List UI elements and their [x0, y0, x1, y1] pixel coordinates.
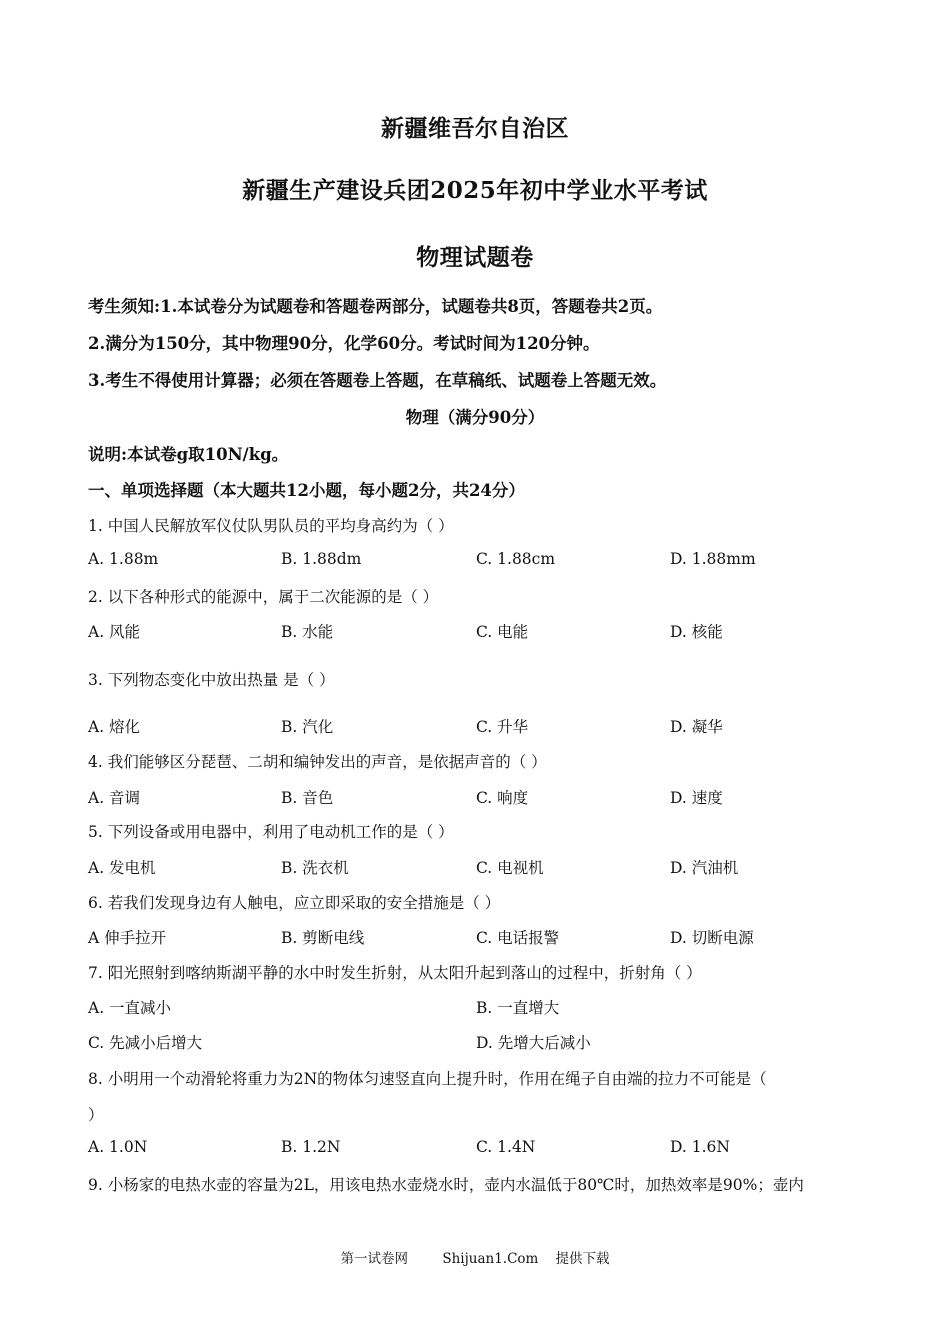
option-6d: D. 切断电源 — [670, 929, 754, 947]
notice-line-3: 3.考生不得使用计算器；必须在答题卷上答题，在草稿纸、试题卷上答题无效。 — [88, 371, 667, 390]
region-title: 新疆维吾尔自治区 — [381, 115, 569, 142]
option-3d: D. 凝华 — [670, 718, 723, 736]
option-7b: B. 一直增大 — [476, 999, 560, 1017]
section-heading: 一、单项选择题（本大题共12小题，每小题2分，共24分） — [88, 481, 525, 500]
option-8b: B. 1.2N — [281, 1138, 341, 1156]
subject-heading: 物理（满分90分） — [405, 408, 545, 427]
option-8c: C. 1.4N — [476, 1138, 536, 1156]
option-2b: B. 水能 — [281, 623, 334, 641]
question-9: 9. 小杨家的电热水壶的容量为2L，用该电热水壶烧水时，壶内水温低于80℃时，加热效率是90%；壶内 — [88, 1176, 804, 1194]
option-6c: C. 电话报警 — [476, 929, 560, 947]
exam-title: 新疆生产建设兵团2025年初中学业水平考试 — [242, 177, 708, 204]
option-3b: B. 汽化 — [281, 718, 334, 736]
question-5: 5. 下列设备或用电器中，利用了电动机工作的是（ ） — [88, 823, 454, 841]
option-5b: B. 洗衣机 — [281, 859, 349, 877]
option-7d: D. 先增大后减小 — [476, 1034, 591, 1052]
question-6: 6. 若我们发现身边有人触电，应立即采取的安全措施是（ ） — [88, 894, 501, 912]
option-8d: D. 1.6N — [670, 1138, 730, 1156]
question-7: 7. 阳光照射到喀纳斯湖平静的水中时发生折射，从太阳升起到落山的过程中，折射角（ ） — [88, 964, 702, 982]
option-7c: C. 先减小后增大 — [88, 1034, 203, 1052]
option-6a: A 伸手拉开 — [88, 929, 167, 947]
question-3: 3. 下列物态变化中放出热量 是（ ） — [88, 671, 335, 689]
option-6b: B. 剪断电线 — [281, 929, 365, 947]
option-1d: D. 1.88mm — [670, 550, 756, 568]
option-1a: A. 1.88m — [88, 550, 159, 568]
page-footer: 第一试卷网 Shijuan1.Com 提供下载 — [340, 1251, 610, 1267]
option-8a: A. 1.0N — [88, 1138, 148, 1156]
question-4: 4. 我们能够区分琵琶、二胡和编钟发出的声音，是依据声音的（ ） — [88, 753, 547, 771]
paper-title: 物理试题卷 — [416, 244, 534, 271]
option-3a: A. 熔化 — [88, 718, 141, 736]
option-5d: D. 汽油机 — [670, 859, 739, 877]
option-7a: A. 一直减小 — [88, 999, 172, 1017]
notice-line-1: 考生须知:1.本试卷分为试题卷和答题卷两部分，试题卷共8页，答题卷共2页。 — [88, 297, 663, 316]
option-2d: D. 核能 — [670, 623, 723, 641]
option-4b: B. 音色 — [281, 789, 334, 807]
instruction-note: 说明:本试卷g取10N/kg。 — [88, 445, 289, 464]
question-8-continuation: ） — [88, 1106, 104, 1124]
option-4d: D. 速度 — [670, 789, 723, 807]
question-1: 1. 中国人民解放军仪仗队男队员的平均身高约为（ ） — [88, 517, 454, 535]
notice-line-2: 2.满分为150分，其中物理90分，化学60分。考试时间为120分钟。 — [88, 334, 600, 353]
option-4c: C. 响度 — [476, 789, 529, 807]
option-1b: B. 1.88dm — [281, 550, 362, 568]
question-8: 8. 小明用一个动滑轮将重力为2N的物体匀速竖直向上提升时，作用在绳子自由端的拉力不可能是（ — [88, 1070, 767, 1088]
question-2: 2. 以下各种形式的能源中，属于二次能源的是（ ） — [88, 588, 439, 606]
option-2c: C. 电能 — [476, 623, 529, 641]
option-3c: C. 升华 — [476, 718, 529, 736]
option-1c: C. 1.88cm — [476, 550, 556, 568]
option-5c: C. 电视机 — [476, 859, 544, 877]
option-4a: A. 音调 — [88, 789, 141, 807]
option-5a: A. 发电机 — [88, 859, 156, 877]
option-2a: A. 风能 — [88, 623, 141, 641]
